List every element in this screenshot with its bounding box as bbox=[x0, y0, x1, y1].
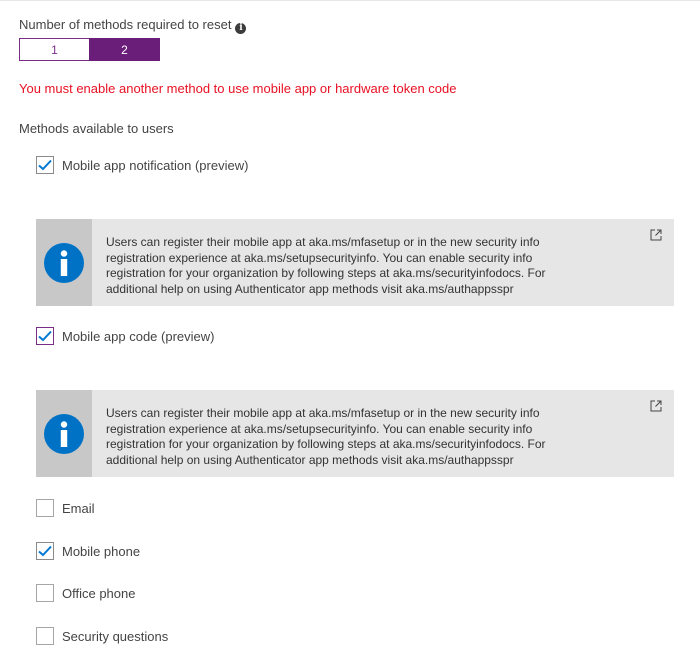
method-security-questions[interactable] bbox=[36, 627, 168, 645]
method-office-phone[interactable] bbox=[36, 584, 135, 602]
external-link-icon[interactable] bbox=[650, 400, 662, 412]
info-text-line: Users can register their mobile app at aka.ms/mfasetup or in the new security info bbox=[106, 235, 540, 249]
method-label: Office phone bbox=[62, 585, 136, 601]
reset-methods-label-text: Number of methods required to reset bbox=[19, 17, 232, 32]
method-mobile-app-code[interactable] bbox=[36, 327, 214, 345]
info-text-line: additional help on using Authenticator app methods visit aka.ms/authappsspr bbox=[106, 281, 514, 296]
method-mobile-app-notification[interactable] bbox=[36, 156, 248, 174]
checkbox-mobile-phone[interactable] bbox=[36, 542, 54, 560]
info-text-line: additional help on using Authenticator app methods visit aka.ms/authappsspr bbox=[106, 452, 514, 467]
info-text-line: registration experience at aka.ms/setupsecurityinfo. You can enable security info bbox=[106, 250, 533, 265]
info-circle-icon bbox=[44, 414, 84, 454]
info-text-line: registration for your organization by following steps at aka.ms/securityinfodocs. For bbox=[106, 437, 546, 451]
info-circle-icon bbox=[44, 243, 84, 283]
method-label: Security questions bbox=[62, 628, 169, 644]
info-box-mobile-app-code bbox=[36, 390, 674, 477]
info-icon[interactable]: i bbox=[235, 23, 246, 34]
checkbox-email[interactable] bbox=[36, 499, 54, 517]
method-mobile-phone[interactable] bbox=[36, 542, 140, 560]
method-label: Mobile phone bbox=[62, 543, 141, 559]
info-box-text bbox=[106, 235, 606, 297]
checkmark-icon bbox=[38, 159, 52, 171]
checkbox-mobile-app-code[interactable] bbox=[36, 327, 54, 345]
info-text-line: Users can register their mobile app at aka.ms/mfasetup or in the new security info bbox=[106, 406, 540, 420]
checkbox-office-phone[interactable] bbox=[36, 584, 54, 602]
methods-heading: Methods available to users bbox=[19, 121, 174, 136]
method-label: Mobile app code (preview) bbox=[62, 328, 215, 344]
toggle-option-2[interactable]: 2 bbox=[89, 38, 160, 61]
toggle-option-1[interactable]: 1 bbox=[19, 38, 89, 61]
top-divider bbox=[0, 0, 700, 1]
method-email[interactable] bbox=[36, 499, 95, 517]
methods-count-toggle bbox=[19, 38, 160, 61]
external-link-icon[interactable] bbox=[650, 229, 662, 241]
info-text-line: registration for your organization by following steps at aka.ms/securityinfodocs. For bbox=[106, 266, 546, 280]
checkmark-icon bbox=[38, 545, 52, 557]
reset-methods-label bbox=[19, 17, 246, 34]
info-box-mobile-app-notification bbox=[36, 219, 674, 306]
method-label: Email bbox=[62, 500, 95, 516]
method-label: Mobile app notification (preview) bbox=[62, 157, 249, 173]
checkbox-mobile-app-notification[interactable] bbox=[36, 156, 54, 174]
checkmark-icon bbox=[38, 330, 52, 342]
info-text-line: registration experience at aka.ms/setupsecurityinfo. You can enable security info bbox=[106, 421, 533, 436]
warning-message: You must enable another method to use mobile app or hardware token code bbox=[19, 81, 457, 96]
checkbox-security-questions[interactable] bbox=[36, 627, 54, 645]
info-box-text bbox=[106, 406, 606, 468]
